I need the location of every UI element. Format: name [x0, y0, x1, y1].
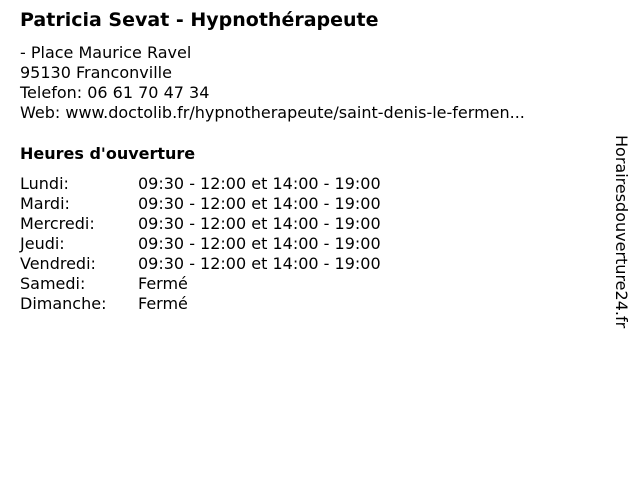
day-label: Mardi:: [20, 194, 70, 213]
hours-row-tuesday: [20, 194, 381, 214]
day-label: Dimanche:: [20, 294, 107, 313]
opening-hours-table: [20, 174, 381, 314]
day-hours: 09:30 - 12:00 et 14:00 - 19:00: [138, 194, 381, 213]
day-label: Samedi:: [20, 274, 86, 293]
day-hours: Fermé: [138, 294, 188, 313]
day-hours: Fermé: [138, 274, 188, 293]
business-name: Patricia Sevat - Hypnothérapeute: [20, 9, 379, 31]
web-line: Web: www.doctolib.fr/hypnotherapeute/saint-denis-le-fermen...: [20, 103, 525, 122]
address-line: - Place Maurice Ravel: [20, 43, 192, 62]
hours-row-monday: [20, 174, 381, 194]
contact-info: [20, 43, 525, 123]
opening-hours-heading: Heures d'ouverture: [20, 144, 196, 163]
hours-row-sunday: [20, 294, 381, 314]
day-label: Vendredi:: [20, 254, 96, 273]
day-label: Mercredi:: [20, 214, 95, 233]
hours-row-thursday: [20, 234, 381, 254]
day-hours: 09:30 - 12:00 et 14:00 - 19:00: [138, 174, 381, 193]
city-line: 95130 Franconville: [20, 63, 172, 82]
day-label: Lundi:: [20, 174, 69, 193]
hours-row-friday: [20, 254, 381, 274]
day-hours: 09:30 - 12:00 et 14:00 - 19:00: [138, 234, 381, 253]
hours-row-saturday: [20, 274, 381, 294]
phone-line: Telefon: 06 61 70 47 34: [20, 83, 210, 102]
hours-row-wednesday: [20, 214, 381, 234]
site-watermark: Horairesdouverture24.fr: [612, 135, 631, 329]
day-hours: 09:30 - 12:00 et 14:00 - 19:00: [138, 214, 381, 233]
day-hours: 09:30 - 12:00 et 14:00 - 19:00: [138, 254, 381, 273]
day-label: Jeudi:: [20, 234, 65, 253]
